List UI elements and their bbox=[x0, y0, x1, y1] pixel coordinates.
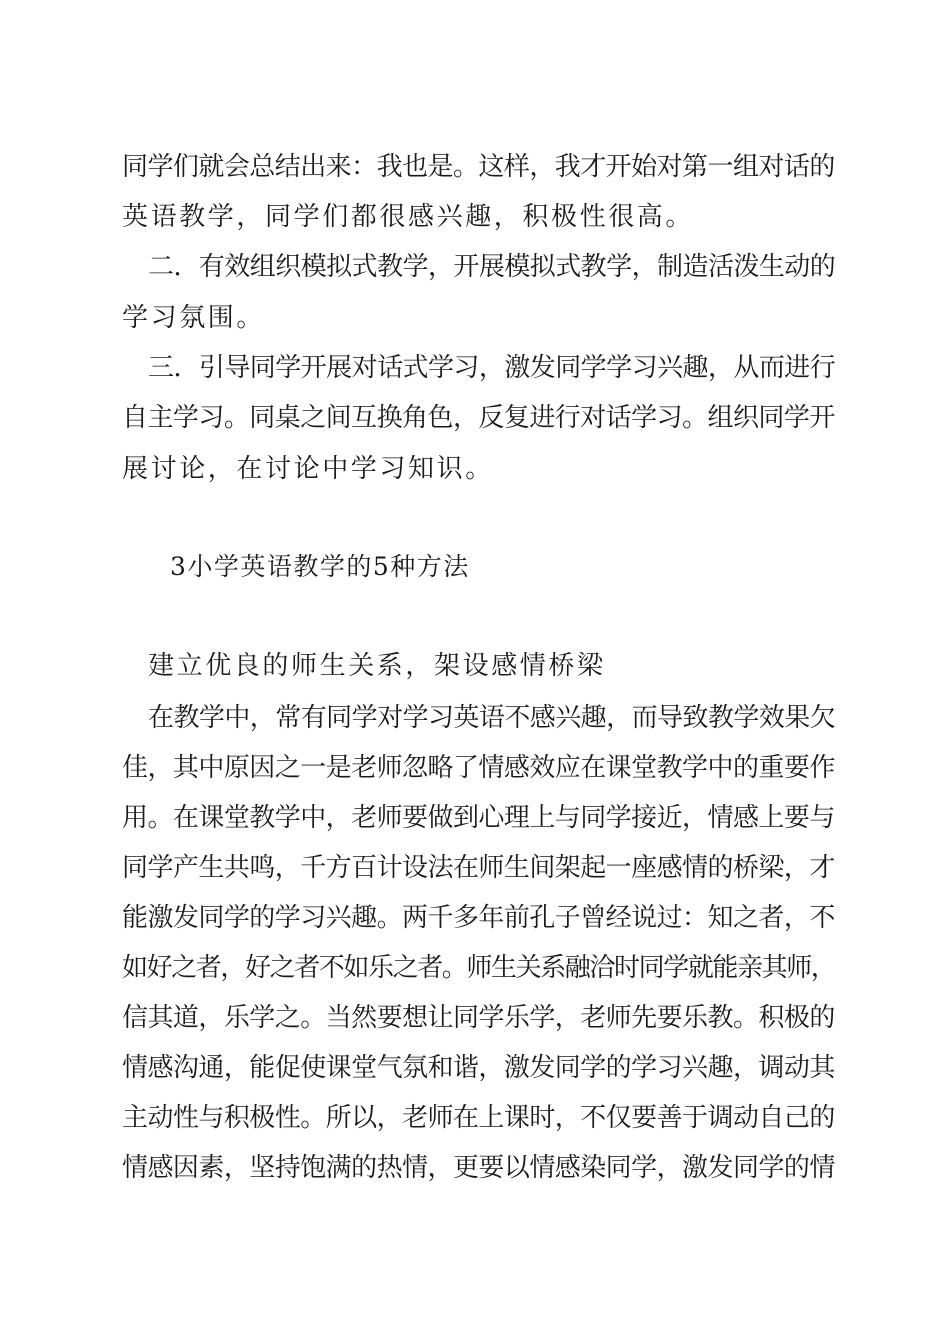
paragraph-2-line-6: 如好之者，好之者不如乐之者。师生关系融洽时同学就能亲其师， bbox=[122, 953, 836, 983]
paragraph-2-line-8: 情感沟通，能促使课堂气氛和谐，激发同学的学习兴趣，调动其 bbox=[122, 1053, 835, 1083]
paragraph-2-line-3: 用。在课堂教学中，老师要做到心理上与同学接近，情感上要与 bbox=[122, 803, 835, 833]
section-heading: 3小学英语教学的5种方法 bbox=[170, 552, 470, 581]
item-2-line-1: 二．有效组织模拟式教学，开展模拟式教学，制造活泼生动的 bbox=[148, 252, 836, 282]
paragraph-2-line-5: 能激发同学的学习兴趣。两千多年前孔子曾经说过：知之者，不 bbox=[122, 903, 835, 933]
item-3-line-3: 展讨论，在讨论中学习知识。 bbox=[122, 454, 494, 484]
paragraph-2-line-1: 在教学中，常有同学对学习英语不感兴趣，而导致教学效果欠 bbox=[148, 703, 836, 733]
item-3-line-2: 自主学习。同桌之间互换角色，反复进行对话学习。组织同学开 bbox=[122, 403, 835, 433]
paragraph-2-line-7: 信其道，乐学之。当然要想让同学乐学，老师先要乐教。积极的 bbox=[122, 1003, 835, 1033]
item-2-line-2: 学习氛围。 bbox=[122, 303, 266, 333]
paragraph-2-line-4: 同学产生共鸣，千方百计设法在师生间架起一座感情的桥梁，才 bbox=[122, 853, 835, 883]
paragraph-1-line-2: 英语教学，同学们都很感兴趣，积极性很高。 bbox=[122, 202, 695, 232]
paragraph-2-line-9: 主动性与积极性。所以，老师在上课时，不仅要善于调动自己的 bbox=[122, 1103, 835, 1133]
paragraph-2-line-10: 情感因素，坚持饱满的热情，更要以情感染同学，激发同学的情 bbox=[122, 1153, 835, 1183]
paragraph-1-line-1: 同学们就会总结出来：我也是。这样，我才开始对第一组对话的 bbox=[122, 152, 835, 182]
subheading: 建立优良的师生关系，架设感情桥梁 bbox=[148, 651, 606, 681]
item-3-line-1: 三．引导同学开展对话式学习，激发同学学习兴趣，从而进行 bbox=[148, 353, 836, 383]
paragraph-2-line-2: 佳，其中原因之一是老师忽略了情感效应在课堂教学中的重要作 bbox=[122, 753, 835, 783]
